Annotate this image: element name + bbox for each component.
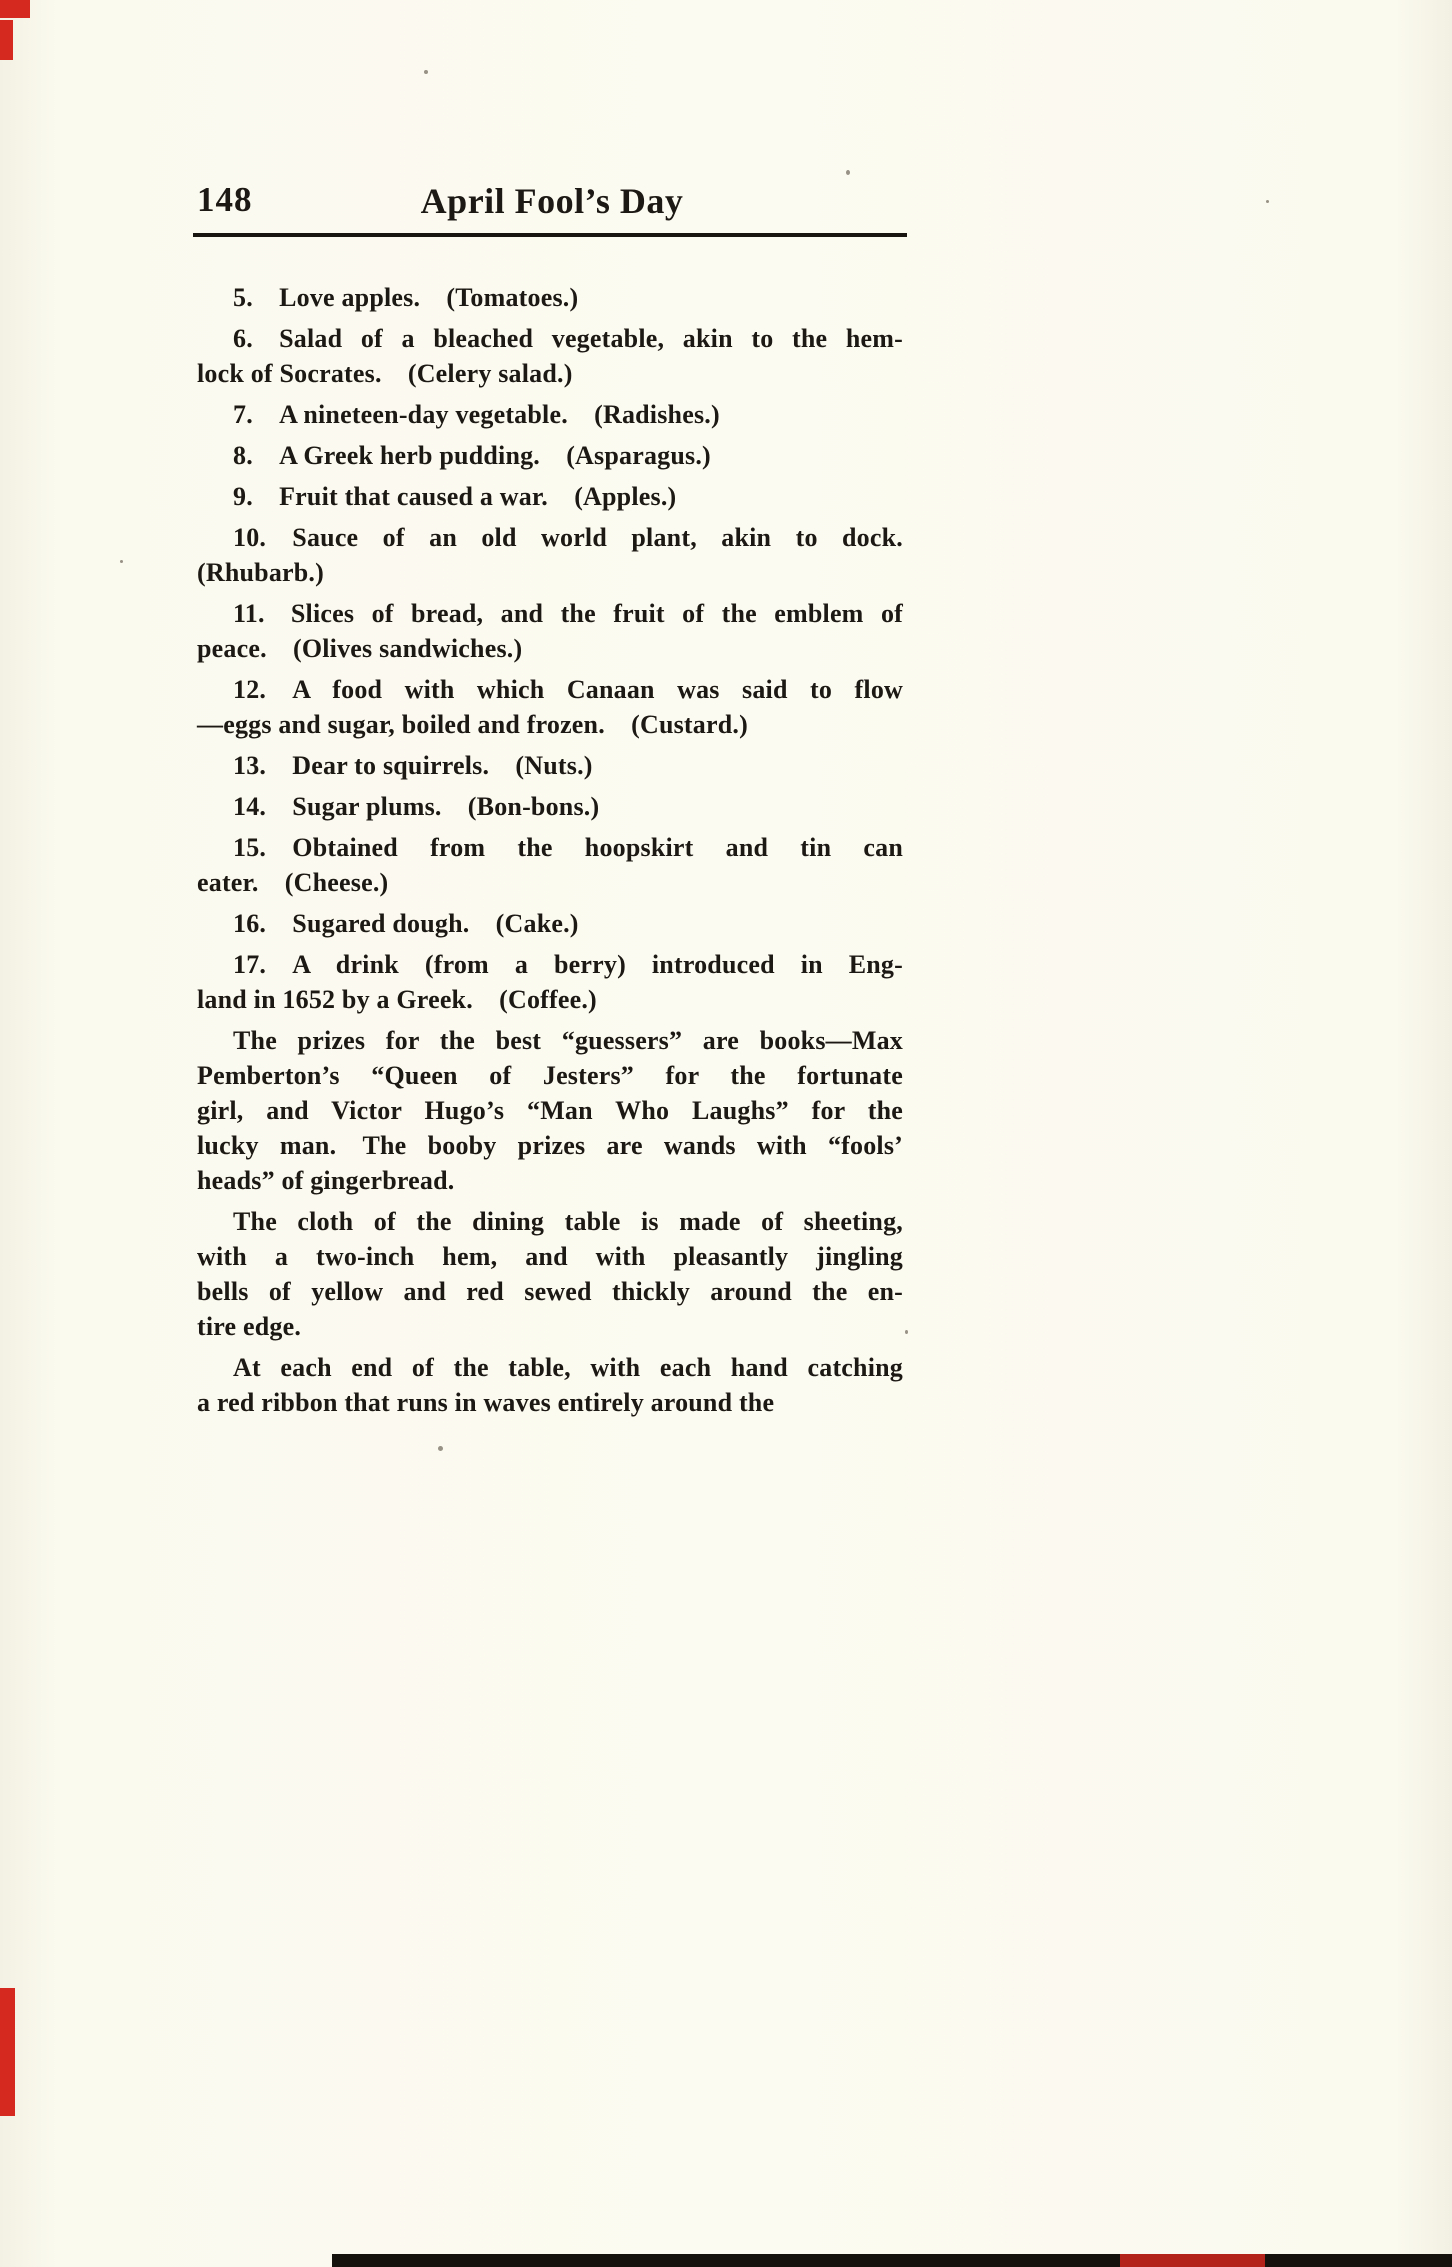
header-rule xyxy=(193,233,907,237)
page-number: 148 xyxy=(197,180,253,219)
text-line: 11. Slices of bread, and the fruit of the emblem of xyxy=(233,599,903,628)
scan-red-mark xyxy=(0,1988,15,2116)
running-title: April Fool’s Day xyxy=(420,181,684,221)
text-line: —eggs and sugar, boiled and frozen. (Custard.) xyxy=(197,710,748,739)
scan-speck xyxy=(424,70,428,74)
paragraph xyxy=(197,520,903,590)
paragraph xyxy=(197,672,903,742)
text-line: At each end of the table, with each hand catching xyxy=(233,1353,903,1382)
paragraph xyxy=(197,1023,903,1198)
paragraph xyxy=(197,321,903,391)
scan-speck xyxy=(846,170,850,175)
text-line: The cloth of the dining table is made of sheeting, xyxy=(233,1207,903,1236)
text-line: 6. Salad of a bleached vegetable, akin to the hem- xyxy=(233,324,903,353)
text-line: tire edge. xyxy=(197,1312,302,1341)
scan-red-mark xyxy=(0,20,13,60)
text-line: eater. (Cheese.) xyxy=(197,868,389,897)
scan-speck xyxy=(120,560,123,563)
text-line: heads” of gingerbread. xyxy=(197,1166,455,1195)
text-block xyxy=(197,280,903,1426)
paragraph xyxy=(197,830,903,900)
paragraph xyxy=(197,438,903,473)
text-line: 15. Obtained from the hoopskirt and tin can xyxy=(233,833,903,862)
text-line: 14. Sugar plums. (Bon-bons.) xyxy=(233,792,600,821)
text-line: with a two-inch hem, and with pleasantly jingling xyxy=(197,1242,903,1271)
paragraph xyxy=(197,906,903,941)
text-line: land in 1652 by a Greek. (Coffee.) xyxy=(197,985,597,1014)
page-header xyxy=(197,180,907,228)
paragraph xyxy=(197,280,903,315)
text-line: 12. A food with which Canaan was said to flow xyxy=(233,675,903,704)
paragraph xyxy=(197,789,903,824)
text-line: (Rhubarb.) xyxy=(197,558,324,587)
text-line: 10. Sauce of an old world plant, akin to dock. xyxy=(233,523,903,552)
text-line: 5. Love apples. (Tomatoes.) xyxy=(233,283,579,312)
scan-speck xyxy=(438,1446,443,1451)
text-line: 8. A Greek herb pudding. (Asparagus.) xyxy=(233,441,711,470)
text-line: girl, and Victor Hugo’s “Man Who Laughs” for the xyxy=(197,1096,903,1125)
text-line: 13. Dear to squirrels. (Nuts.) xyxy=(233,751,593,780)
scan-speck xyxy=(905,1330,908,1334)
paragraph xyxy=(197,1204,903,1344)
text-line: lock of Socrates. (Celery salad.) xyxy=(197,359,573,388)
text-line: lucky man. The booby prizes are wands with “fools’ xyxy=(197,1131,903,1160)
text-line: a red ribbon that runs in waves entirely around the xyxy=(197,1388,775,1417)
paragraph xyxy=(197,596,903,666)
text-line: bells of yellow and red sewed thickly around the en- xyxy=(197,1277,903,1306)
paragraph xyxy=(197,947,903,1017)
paragraph xyxy=(197,1350,903,1420)
text-line: 17. A drink (from a berry) introduced in Eng- xyxy=(233,950,903,979)
paragraph xyxy=(197,397,903,432)
text-line: Pemberton’s “Queen of Jesters” for the fortunate xyxy=(197,1061,903,1090)
paragraph xyxy=(197,748,903,783)
scan-bottom-edge xyxy=(332,2254,1452,2267)
text-line: The prizes for the best “guessers” are books—Max xyxy=(233,1026,903,1055)
text-line: peace. (Olives sandwiches.) xyxy=(197,634,523,663)
text-line: 9. Fruit that caused a war. (Apples.) xyxy=(233,482,677,511)
text-line: 7. A nineteen-day vegetable. (Radishes.) xyxy=(233,400,720,429)
text-line: 16. Sugared dough. (Cake.) xyxy=(233,909,579,938)
scan-bottom-edge-red xyxy=(1120,2254,1265,2267)
scan-speck xyxy=(1266,200,1269,203)
paragraph xyxy=(197,479,903,514)
scan-red-mark xyxy=(0,0,30,18)
